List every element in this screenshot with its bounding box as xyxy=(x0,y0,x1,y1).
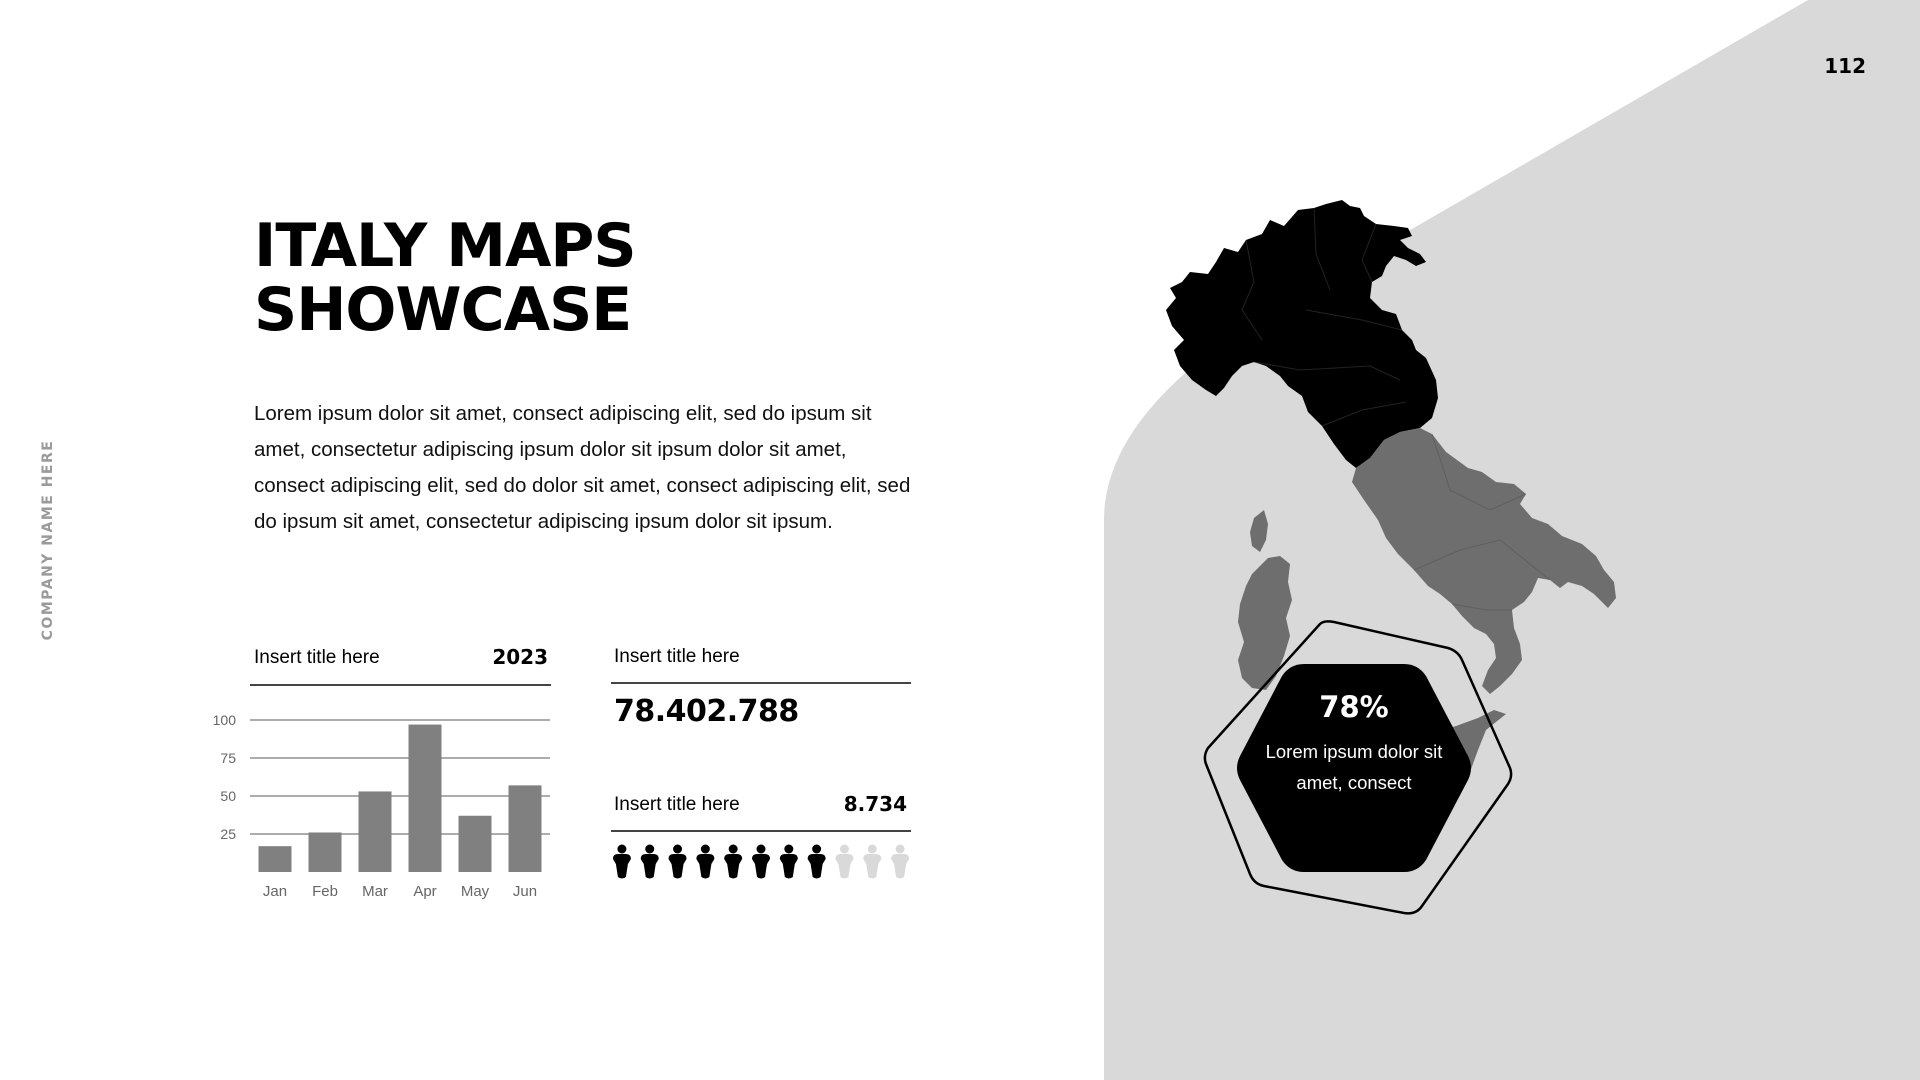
person-icon-filled xyxy=(613,845,631,879)
person-icon-empty xyxy=(863,845,881,879)
y-tick-label: 75 xyxy=(220,750,236,766)
bar-may xyxy=(459,816,492,872)
chart-year: 2023 xyxy=(492,645,548,669)
y-tick-label: 100 xyxy=(212,712,236,728)
bar-jan xyxy=(259,846,292,872)
title-line-2: SHOWCASE xyxy=(254,275,632,345)
bar-apr xyxy=(409,725,442,872)
y-tick-label: 50 xyxy=(220,788,236,804)
x-tick-label: Apr xyxy=(413,883,437,900)
person-icon-filled xyxy=(641,845,659,879)
callout-text: Lorem ipsum dolor sit amet, consect xyxy=(1265,741,1443,793)
person-icon-filled xyxy=(780,845,798,879)
x-tick-label: Mar xyxy=(362,883,388,900)
bar-feb xyxy=(309,832,342,872)
body-paragraph: Lorem ipsum dolor sit amet, consect adipiscing elit, sed do ipsum sit amet, consectetur adipiscing ipsum dolor sit ipsum dolor sit amet, consect adipiscing elit, sed do dolor sit amet, consect adipiscing elit, sed do ipsum sit amet, consectetur adipiscing ipsum dolor sit ipsum. xyxy=(254,402,911,533)
x-tick-label: Jun xyxy=(512,883,538,900)
bar-chart xyxy=(200,700,560,910)
map-region-north xyxy=(1166,200,1438,468)
callout-content xyxy=(1254,690,1454,798)
map-region-corsica xyxy=(1250,510,1268,552)
title-line-1: ITALY MAPS xyxy=(254,211,636,281)
bar-jun xyxy=(509,785,542,872)
person-icon-filled xyxy=(696,845,714,879)
company-name: COMPANY NAME HERE xyxy=(40,439,56,641)
stat-divider-1 xyxy=(611,682,911,684)
person-icon-filled xyxy=(724,845,742,879)
stat-title-1: Insert title here xyxy=(614,646,740,667)
person-icon-filled xyxy=(808,845,826,879)
x-tick-label: Jan xyxy=(262,883,288,900)
stat-divider-2 xyxy=(611,830,911,832)
stat-value-2: 8.734 xyxy=(843,792,907,816)
chart-title: Insert title here xyxy=(254,647,380,668)
person-icon-empty xyxy=(835,845,853,879)
x-tick-label: May xyxy=(460,883,490,900)
person-icon-filled xyxy=(669,845,687,879)
person-icon-empty xyxy=(891,845,909,879)
page-number: 112 xyxy=(1824,54,1866,78)
chart-divider xyxy=(250,684,551,686)
x-tick-label: Feb xyxy=(312,883,338,900)
callout-percent: 78% xyxy=(1319,690,1389,724)
bar-mar xyxy=(359,791,392,872)
chart-header xyxy=(254,643,548,673)
stat-value-1: 78.402.788 xyxy=(614,694,799,729)
people-pictogram xyxy=(608,844,914,880)
person-icon-filled xyxy=(752,845,770,879)
page-title xyxy=(254,211,636,345)
stat-title-2: Insert title here xyxy=(614,794,740,815)
y-tick-label: 25 xyxy=(220,826,236,842)
